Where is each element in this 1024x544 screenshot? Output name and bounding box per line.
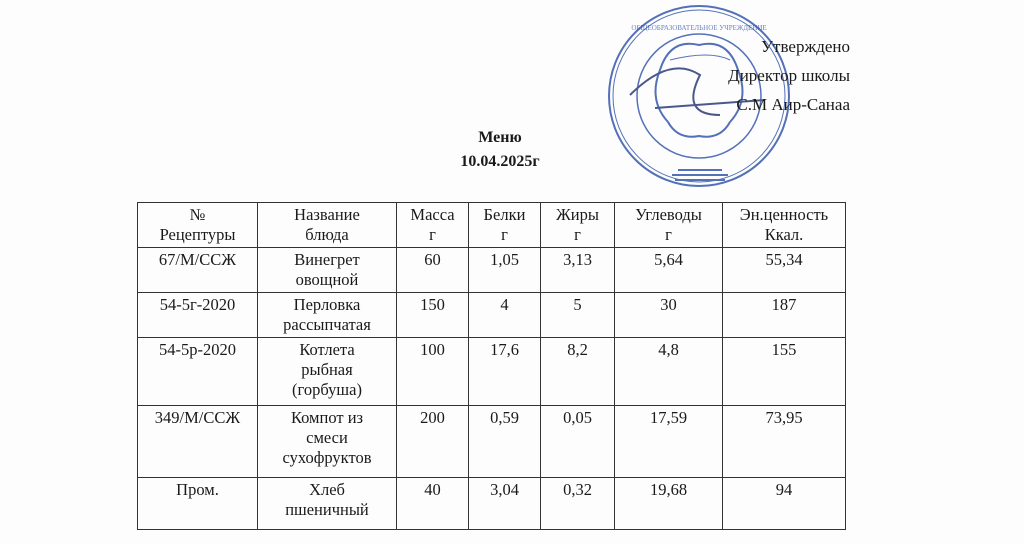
header-line: Углеводы	[635, 205, 702, 224]
cell-name	[258, 406, 397, 478]
director-name: С.М Аир-Санаа	[736, 95, 850, 114]
cell-line: рыбная	[301, 360, 353, 379]
column-header-energy	[723, 203, 846, 248]
cell-recipe: 67/М/ССЖ	[138, 248, 258, 293]
header-line: Ккал.	[764, 225, 804, 244]
header-line: Название	[294, 205, 360, 224]
cell-name	[258, 293, 397, 338]
cell-carbs: 30	[615, 293, 723, 338]
header-line: №	[189, 205, 206, 224]
cell-line: рассыпчатая	[283, 315, 371, 334]
cell-fat: 8,2	[541, 338, 615, 406]
header-line: г	[501, 225, 508, 244]
cell-line: (горбуша)	[292, 380, 362, 399]
cell-fat: 0,05	[541, 406, 615, 478]
header-line: Жиры	[556, 205, 599, 224]
column-header-protein	[469, 203, 541, 248]
cell-mass: 100	[397, 338, 469, 406]
table-row	[138, 406, 846, 478]
cell-line: овощной	[295, 270, 359, 289]
column-header-name	[258, 203, 397, 248]
column-header-mass	[397, 203, 469, 248]
director-title: Директор школы	[728, 66, 850, 85]
menu-heading: Меню	[478, 129, 522, 146]
approval-block	[728, 32, 850, 119]
header-line: Масса	[410, 205, 455, 224]
cell-recipe: 54-5г-2020	[138, 293, 258, 338]
cell-recipe: 54-5р-2020	[138, 338, 258, 406]
header-line: блюда	[305, 225, 349, 244]
cell-line: пшеничный	[285, 500, 369, 519]
cell-fat: 5	[541, 293, 615, 338]
header-line: г	[429, 225, 436, 244]
cell-energy: 187	[723, 293, 846, 338]
menu-table	[137, 202, 846, 530]
cell-carbs: 5,64	[615, 248, 723, 293]
cell-fat: 3,13	[541, 248, 615, 293]
document-title	[400, 126, 600, 174]
cell-name	[258, 248, 397, 293]
table-row	[138, 478, 846, 530]
column-header-fat	[541, 203, 615, 248]
menu-date: 10.04.2025г	[460, 153, 540, 170]
cell-line: Хлеб	[309, 480, 345, 499]
cell-energy: 73,95	[723, 406, 846, 478]
table-row	[138, 248, 846, 293]
column-header-carbs	[615, 203, 723, 248]
approval-label: Утверждено	[761, 37, 850, 56]
header-line: Белки	[483, 205, 526, 224]
table-row	[138, 293, 846, 338]
cell-line: сухофруктов	[282, 448, 372, 467]
cell-line: Перловка	[293, 295, 361, 314]
cell-recipe: 349/М/ССЖ	[138, 406, 258, 478]
cell-protein: 4	[469, 293, 541, 338]
cell-mass: 40	[397, 478, 469, 530]
cell-energy: 94	[723, 478, 846, 530]
column-header-recipe	[138, 203, 258, 248]
cell-protein: 3,04	[469, 478, 541, 530]
cell-protein: 17,6	[469, 338, 541, 406]
cell-name	[258, 478, 397, 530]
cell-energy: 155	[723, 338, 846, 406]
cell-energy: 55,34	[723, 248, 846, 293]
cell-line: Котлета	[299, 340, 355, 359]
cell-fat: 0,32	[541, 478, 615, 530]
stamp-text: ОБЩЕОБРАЗОВАТЕЛЬНОЕ УЧРЕЖДЕНИЕ	[631, 24, 767, 32]
table-header-row	[138, 203, 846, 248]
header-line: Рецептуры	[159, 225, 236, 244]
cell-carbs: 19,68	[615, 478, 723, 530]
header-line: г	[574, 225, 581, 244]
cell-carbs: 17,59	[615, 406, 723, 478]
table-row	[138, 338, 846, 406]
cell-line: Винегрет	[294, 250, 360, 269]
cell-protein: 1,05	[469, 248, 541, 293]
cell-name	[258, 338, 397, 406]
cell-mass: 150	[397, 293, 469, 338]
cell-recipe: Пром.	[138, 478, 258, 530]
header-line: Эн.ценность	[739, 205, 829, 224]
cell-mass: 200	[397, 406, 469, 478]
cell-line: смеси	[306, 428, 348, 447]
cell-line: Компот из	[290, 408, 364, 427]
cell-protein: 0,59	[469, 406, 541, 478]
cell-mass: 60	[397, 248, 469, 293]
cell-carbs: 4,8	[615, 338, 723, 406]
header-line: г	[665, 225, 672, 244]
